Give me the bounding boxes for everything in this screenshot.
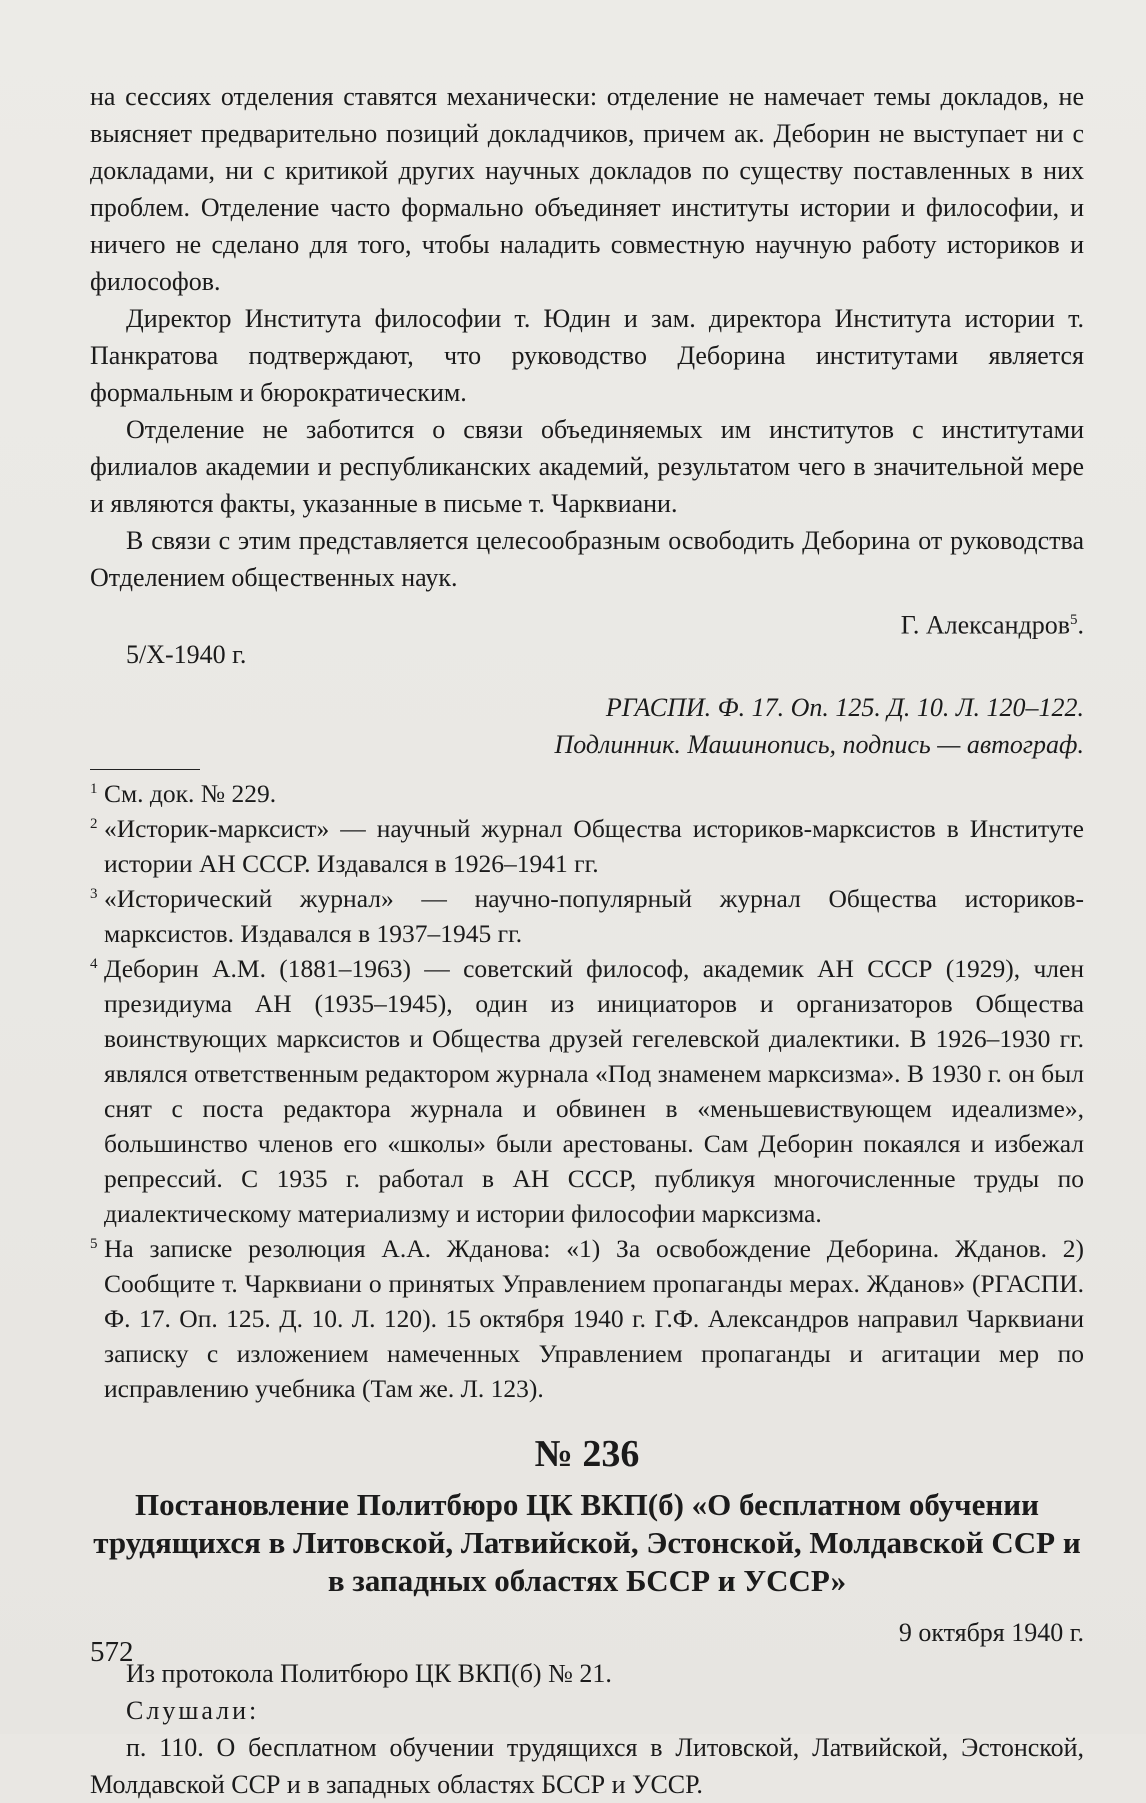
paragraph-conclusion: В связи с этим представляется целесообразным освободить Деборина от руководства Отделением общественных наук. [90, 526, 1084, 592]
paragraph-director: Директор Института философии т. Юдин и зам. директора Института истории т. Панкратова подтверждают, что руководство Деборина институтами является формальным и бюрократическим. [90, 304, 1084, 407]
footnote-number: 5 [90, 1235, 98, 1252]
footnote [90, 776, 1084, 811]
heard-label: Слушали: [126, 1695, 260, 1725]
protocol-line: Из протокола Политбюро ЦК ВКП(б) № 21. [126, 1658, 612, 1688]
paragraph-department: Отделение не заботится о связи объединяемых им институтов с институтами филиалов академии и республиканских академий, результатом чего в значительной мере и являются факты, указанные в письме т. Чарквиани. [90, 415, 1084, 518]
archive-note: Подлинник. Машинопись, подпись — автограф. [554, 729, 1084, 759]
footnote [90, 811, 1084, 881]
footnote [90, 1231, 1084, 1406]
document-number: № 236 [534, 1432, 640, 1475]
signature-footnote-mark: 5 [1070, 612, 1078, 628]
footnote-text: На записке резолюция А.А. Жданова: «1) За освобождение Деборина. Жданов. 2) Сообщите т. Чарквиани о принятых Управлением пропаганды мерах. Жданов» (РГАСПИ. Ф. 17. Оп. 125. Д. 10. Л. 120). 15 октября 1940 г. Г.Ф. Александров направил Чарквиани записку с изложением намеченных Управлением пропаганды и агитации мер по исправлению учебника (Там же. Л. 123). [104, 1233, 1084, 1403]
footnote-number: 4 [90, 955, 98, 972]
footnote-text: Деборин А.М. (1881–1963) — советский философ, академик АН СССР (1929), член президиума АН (1935–1945), один из инициаторов и организаторов Общества воинствующих марксистов и Общества друзей гегелевской диалектики. В 1926–1930 гг. являлся ответственным редактором журнала «Под знаменем марксизма». В 1930 г. он был снят с поста редактора журнала и обвинен в «меньшевиствующем идеализме», большинство членов его «школы» были арестованы. Сам Деборин покаялся и избежал репрессий. С 1935 г. работал в АН СССР, публикуя многочисленные труды по диалектическому материализму и истории философии марксизма. [104, 953, 1084, 1228]
footnote-text: «Историк-марксист» — научный журнал Общества историков-марксистов в Институте истории АН СССР. Издавался в 1926–1941 гг. [104, 813, 1084, 878]
footnote [90, 881, 1084, 951]
footnote-divider [90, 769, 200, 770]
date-line: 5/X-1940 г. [126, 639, 247, 669]
agenda-item: п. 110. О бесплатном обучении трудящихся в Литовской, Латвийской, Эстонской, Молдавской ССР и в западных областях БССР и УССР. [90, 1732, 1084, 1799]
footnote-number: 2 [90, 815, 98, 832]
footnote-number: 1 [90, 780, 98, 797]
document-date: 9 октября 1940 г. [898, 1617, 1084, 1647]
document-title: Постановление Политбюро ЦК ВКП(б) «О бесплатном обучении трудящихся в Литовской, Латвийской, Эстонской, Молдавской ССР и в западных областях БССР и УССР» [93, 1486, 1081, 1598]
footnote [90, 951, 1084, 1231]
footnote-text: «Исторический журнал» — научно-популярный журнал Общества историков-марксистов. Издавался в 1937–1945 гг. [104, 883, 1084, 948]
signature-name: Г. Александров [900, 610, 1070, 640]
archive-reference: РГАСПИ. Ф. 17. Оп. 125. Д. 10. Л. 120–122. [605, 692, 1084, 722]
footnote-text: См. док. № 229. [104, 778, 277, 808]
paragraph-continuation: на сессиях отделения ставятся механически: отделение не намечает темы докладов, не выясняет предварительно позиций докладчиков, причем ак. Деборин не выступает ни с докладами, ни с критикой других научных докладов по существу поставленных в них проблем. Отделение часто формально объединяет институты истории и философии, и ничего не сделано для того, чтобы наладить совместную научную работу историков и философов. [90, 82, 1084, 296]
footnote-number: 3 [90, 885, 98, 902]
page-number: 572 [90, 1636, 134, 1668]
signature-end: . [1077, 610, 1084, 640]
document-body [90, 78, 1084, 1803]
